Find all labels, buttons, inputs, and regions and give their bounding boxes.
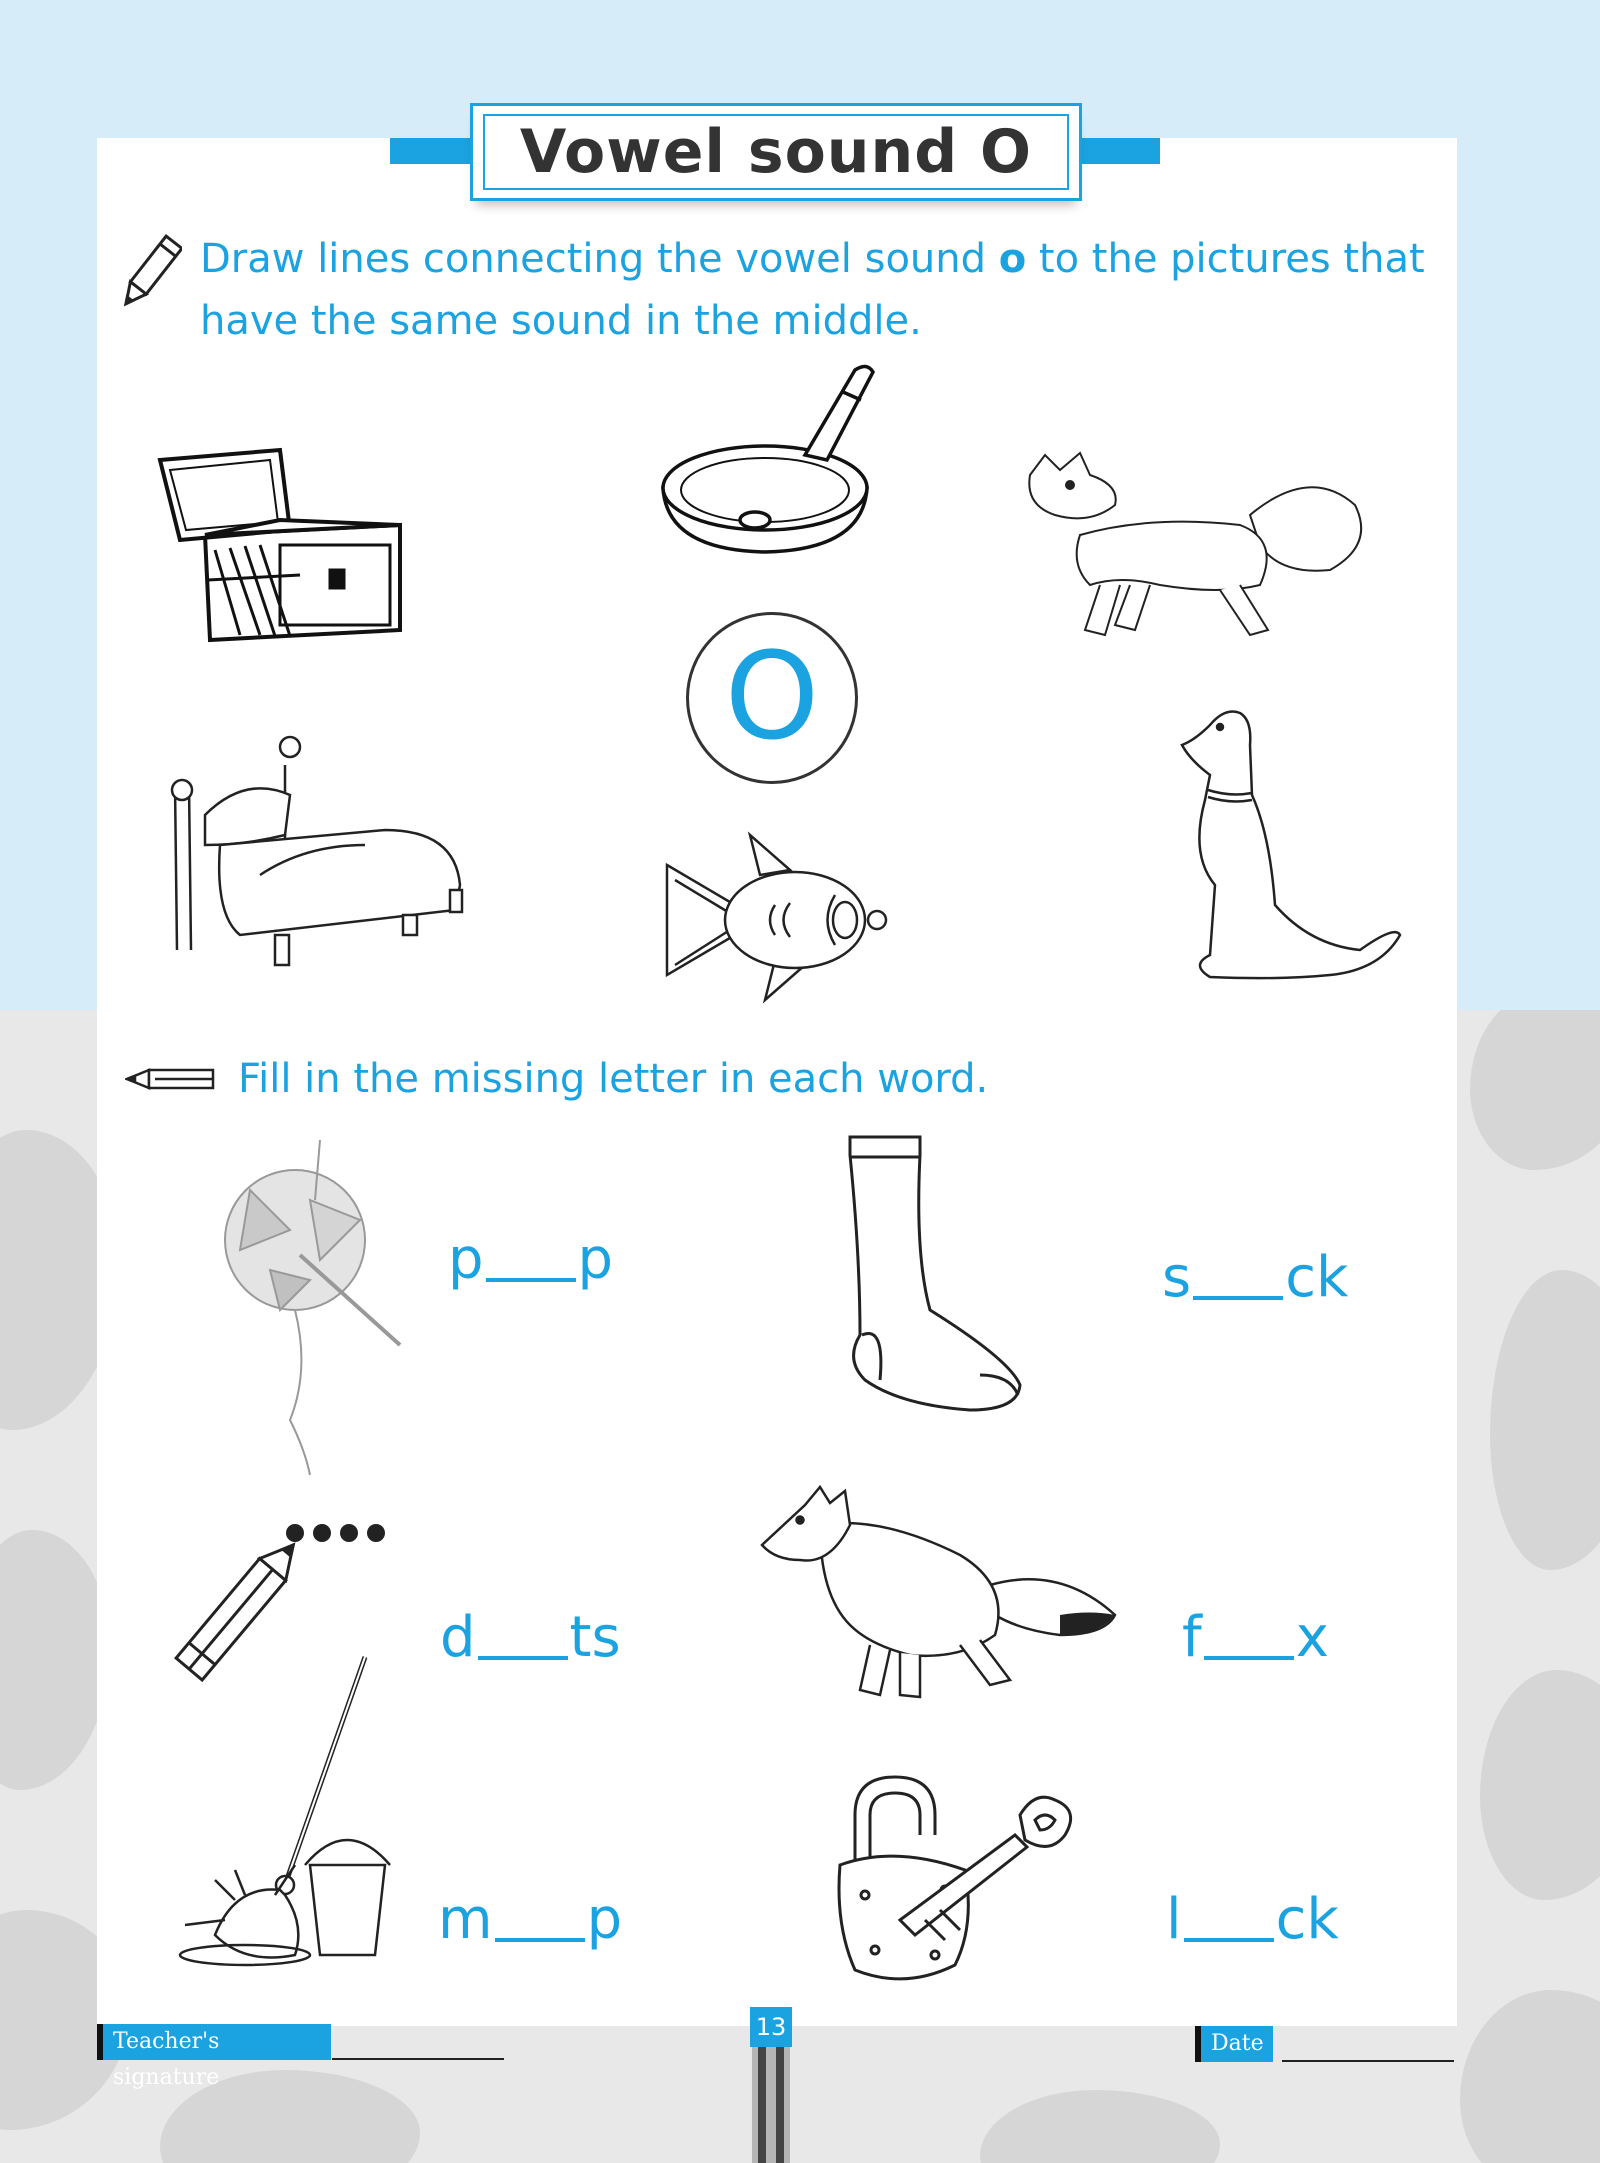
word-mop: m p: [438, 1887, 623, 1952]
blank-input[interactable]: [478, 1655, 568, 1660]
bed-icon[interactable]: [165, 735, 465, 980]
instruction-fill: Fill in the missing letter in each word.: [238, 1056, 989, 1102]
word-sock: s ck: [1162, 1245, 1349, 1310]
instruction-connect: Draw lines connecting the vowel sound o to the pictures that have the same sound in the middle.: [200, 236, 1425, 344]
vowel-o-circle[interactable]: [686, 612, 858, 784]
word-lock: l ck: [1166, 1887, 1339, 1952]
dog-icon[interactable]: [1180, 705, 1405, 985]
blank-input[interactable]: [1193, 1295, 1283, 1300]
blank-input[interactable]: [1204, 1655, 1294, 1660]
teacher-signature-label: Teacher's signature: [97, 2024, 331, 2060]
mop-icon[interactable]: [175, 1655, 395, 1970]
sock-icon[interactable]: [840, 1135, 1030, 1415]
page-spine: [752, 2047, 790, 2163]
word-pop: p p: [448, 1227, 614, 1292]
word-dots: d ts: [440, 1605, 621, 1670]
pencil-small-icon: [125, 1066, 217, 1092]
word-fox: f x: [1182, 1605, 1329, 1670]
vowel-letter: O: [724, 628, 820, 767]
blank-input[interactable]: [495, 1937, 585, 1942]
pan-icon[interactable]: [655, 360, 880, 560]
fox-icon[interactable]: [1010, 445, 1370, 645]
blank-input[interactable]: [1184, 1937, 1274, 1942]
page-number: 13: [750, 2007, 792, 2047]
teacher-signature-line[interactable]: [332, 2058, 504, 2060]
title-box: [470, 103, 1082, 201]
pencil-icon: [118, 230, 182, 316]
page-title: Vowel sound O: [519, 117, 1033, 187]
date-line[interactable]: [1282, 2060, 1454, 2062]
lock-icon[interactable]: [835, 1775, 1085, 1985]
fish-icon[interactable]: [665, 825, 890, 1005]
blank-input[interactable]: [486, 1277, 576, 1282]
fox-running-icon[interactable]: [760, 1485, 1125, 1705]
date-label: Date: [1195, 2026, 1273, 2062]
balloon-pop-icon[interactable]: [210, 1140, 410, 1480]
box-icon[interactable]: [150, 440, 410, 645]
